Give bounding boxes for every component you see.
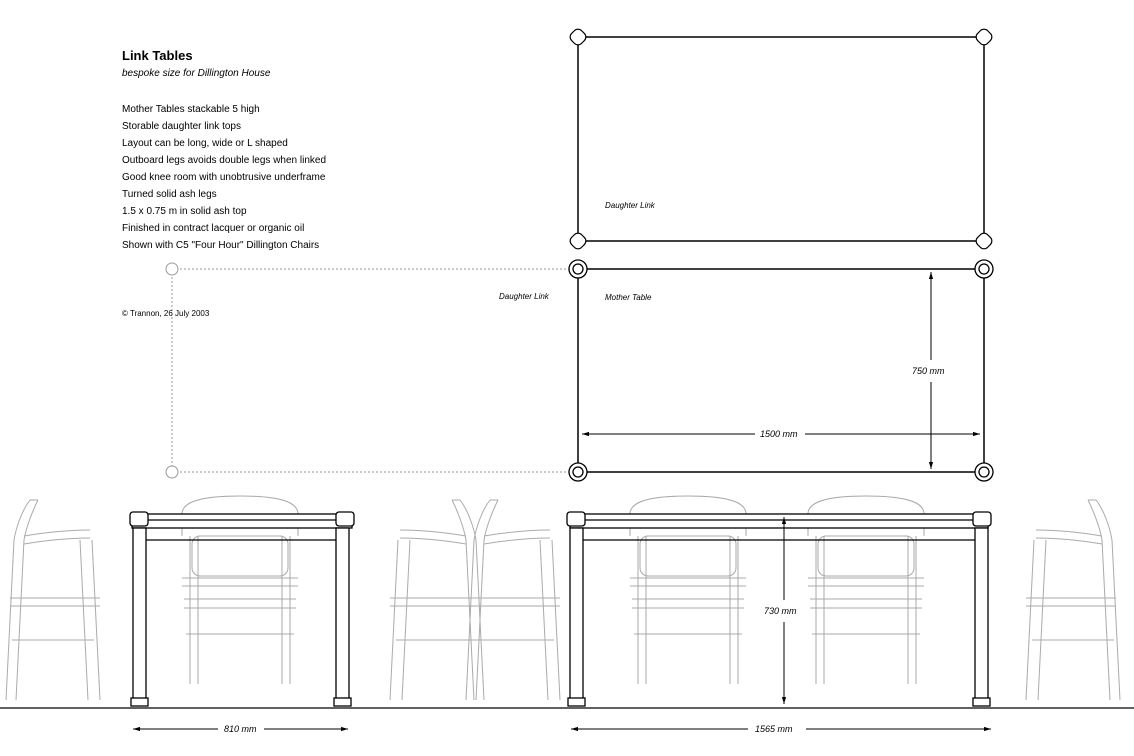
chair-side-left [466, 500, 560, 700]
plan-width-label: 1500 mm [760, 429, 798, 439]
daughter-link-top-label: Daughter Link [605, 201, 655, 210]
side-width-label: 1565 mm [755, 724, 793, 734]
chair-end-left [6, 500, 100, 700]
daughter-link-left-label: Daughter Link [499, 292, 549, 301]
page-subtitle: bespoke size for Dillington House [122, 68, 271, 79]
mother-table-label: Mother Table [605, 293, 652, 302]
end-elevation-table [130, 512, 354, 706]
feature-list [122, 101, 326, 254]
chair-end-right [390, 500, 484, 700]
copyright-notice: © Trannon, 26 July 2003 [122, 309, 210, 318]
feature-item: Shown with C5 "Four Hour" Dillington Chairs [122, 240, 320, 251]
feature-item: 1.5 x 0.75 m in solid ash top [122, 206, 247, 217]
feature-item: Storable daughter link tops [122, 121, 241, 132]
height-label: 730 mm [764, 606, 797, 616]
feature-item: Good knee room with unobtrusive underframe [122, 172, 326, 183]
end-width-label: 810 mm [224, 724, 257, 734]
feature-item: Mother Tables stackable 5 high [122, 104, 260, 115]
feature-item: Turned solid ash legs [122, 189, 217, 200]
plan-depth-label: 750 mm [912, 366, 945, 376]
feature-item: Outboard legs avoids double legs when linked [122, 155, 327, 166]
feature-item: Finished in contract lacquer or organic oil [122, 223, 305, 234]
page-title: Link Tables [122, 48, 193, 63]
feature-item: Layout can be long, wide or L shaped [122, 138, 288, 149]
chair-side-right [1026, 500, 1120, 700]
daughter-link-top-plan [568, 27, 994, 251]
